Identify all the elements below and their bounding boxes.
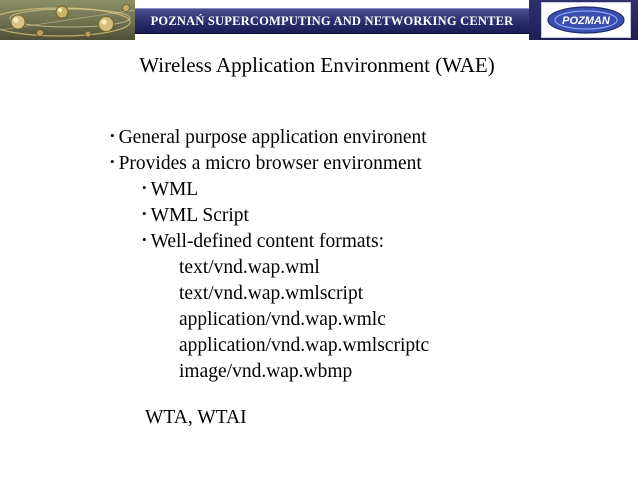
bullet-item [110, 154, 422, 174]
bullet-glyph: • [110, 128, 115, 143]
format-item: application/vnd.wap.wmlscriptc [179, 335, 430, 356]
bullet-text: Provides a micro browser environment [118, 153, 422, 174]
bullet-glyph: • [110, 154, 115, 169]
sub-bullet-item [142, 232, 384, 252]
sub-bullet-item [142, 206, 249, 226]
bullet-glyph: • [142, 180, 147, 195]
format-item: application/vnd.wap.wmlc [179, 309, 386, 330]
header-title-band [135, 8, 529, 34]
bullet-glyph: • [142, 206, 147, 221]
logo-text: POZMAN [562, 15, 610, 27]
format-item: text/vnd.wap.wml [179, 257, 320, 278]
sub-bullet-item [142, 180, 198, 200]
sub-bullet-text: Well-defined content formats: [150, 231, 384, 252]
footer-line: WTA, WTAI [145, 407, 247, 428]
banner-title: POZNAŃ SUPERCOMPUTING AND NETWORKING CENTER [150, 13, 514, 28]
slide-title [0, 53, 638, 78]
orbit-decoration-icon [0, 0, 135, 40]
bullet-glyph: • [142, 232, 147, 247]
sub-bullet-text: WML Script [150, 205, 249, 226]
poznan-logo-icon [542, 3, 630, 37]
poznan-logo [541, 2, 631, 38]
format-item: text/vnd.wap.wmlscript [179, 283, 364, 304]
format-item: image/vnd.wap.wbmp [179, 361, 353, 382]
header-decorative-art [0, 0, 135, 40]
slide-title-text: Wireless Application Environment (WAE) [139, 53, 495, 77]
slide-header [0, 0, 638, 40]
bullet-item [110, 128, 427, 148]
bullet-text: General purpose application environent [118, 127, 427, 148]
sub-bullet-text: WML [150, 179, 199, 200]
